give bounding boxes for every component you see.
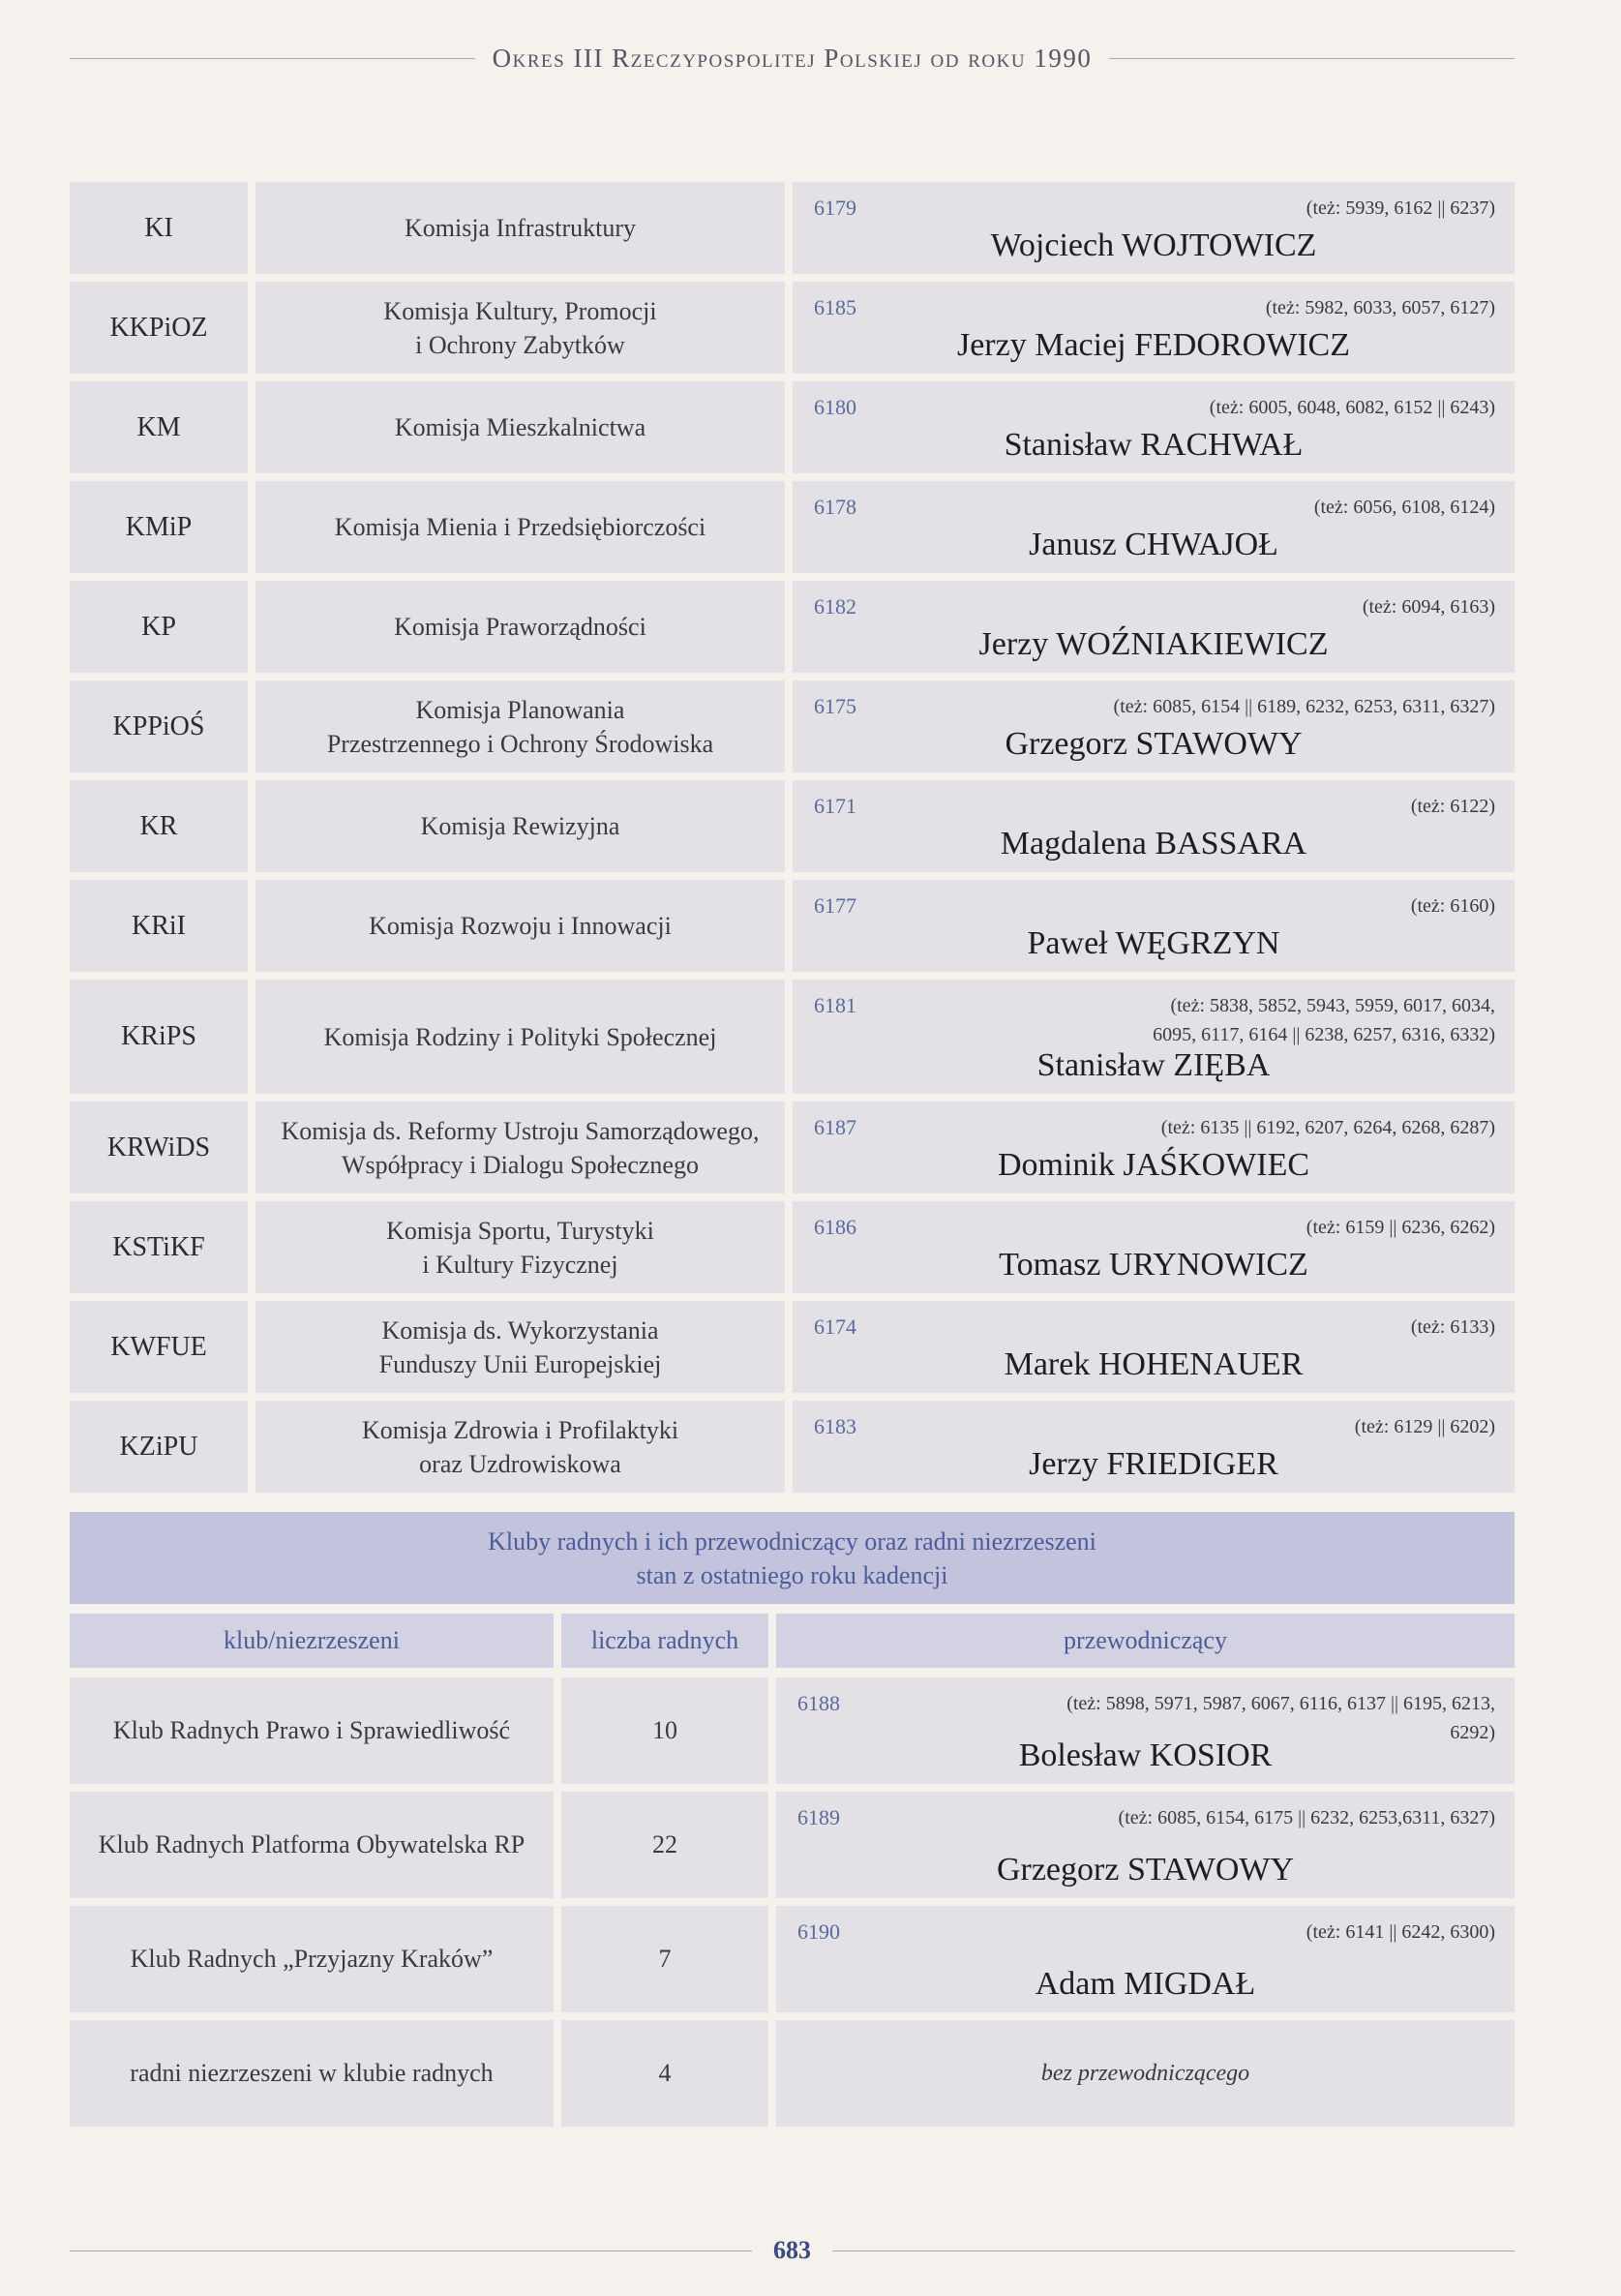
clubs-section-title xyxy=(70,1512,1515,1604)
also-numbers xyxy=(1306,1213,1495,1242)
also-numbers: (też: 6085, 6154, 6175 || 6232, 6253,6311, 6327) xyxy=(1118,1807,1495,1828)
committee-name-line: Komisja Mienia i Przedsiębiorczości xyxy=(334,513,706,541)
also-numbers xyxy=(1411,792,1495,821)
person-number: 6183 xyxy=(814,1414,856,1438)
committee-name-text xyxy=(282,1114,760,1182)
committee-name xyxy=(255,1102,785,1193)
committee-abbr: KWFUE xyxy=(70,1301,248,1393)
person-number: 6187 xyxy=(814,1115,856,1139)
also-numbers-line: (też: 6129 || 6202) xyxy=(1354,1416,1495,1437)
also-numbers-line: 6095, 6117, 6164 || 6238, 6257, 6316, 6332) xyxy=(1153,1024,1495,1045)
also-numbers-line: (też: 5982, 6033, 6057, 6127) xyxy=(1265,297,1495,318)
committee-row xyxy=(70,880,1515,972)
committee-name-text xyxy=(335,510,705,544)
committee-abbr: KMiP xyxy=(70,481,248,573)
committee-row xyxy=(70,980,1515,1094)
also-numbers xyxy=(1161,1113,1495,1142)
committee-row xyxy=(70,1301,1515,1393)
also-numbers xyxy=(1355,1412,1495,1441)
chair-name: Jerzy FRIEDIGER xyxy=(1029,1446,1278,1482)
club-no-chair: bez przewodniczącego xyxy=(776,2020,1515,2127)
committee-row xyxy=(70,1401,1515,1493)
clubs-title-line2: stan z ostatniego roku kadencji xyxy=(636,1560,948,1589)
club-row xyxy=(70,1906,1515,2012)
committee-chair xyxy=(793,880,1515,972)
person-number: 6188 xyxy=(797,1691,840,1715)
committee-name xyxy=(255,381,785,473)
committee-row xyxy=(70,581,1515,673)
also-numbers xyxy=(1153,991,1495,1049)
committee-chair xyxy=(793,282,1515,374)
chair-name: Grzegorz STAWOWY xyxy=(1005,726,1303,762)
club-count: 10 xyxy=(561,1677,768,1784)
also-numbers-line: (też: 5939, 6162 || 6237) xyxy=(1306,197,1495,219)
committee-name-line: Funduszy Unii Europejskiej xyxy=(378,1349,662,1378)
committee-name-line: Komisja Planowania xyxy=(415,695,625,724)
club-row xyxy=(70,2020,1515,2127)
club-chair xyxy=(776,1792,1515,1898)
person-number: 6185 xyxy=(814,295,856,319)
club-chair xyxy=(776,1677,1515,1784)
committee-name xyxy=(255,581,785,673)
page-footer xyxy=(70,2231,1515,2270)
also-numbers xyxy=(1114,692,1495,721)
committee-name-line: Komisja Zdrowia i Profilaktyki xyxy=(361,1415,679,1444)
club-name: Klub Radnych Platforma Obywatelska RP xyxy=(70,1792,554,1898)
committee-name xyxy=(255,680,785,772)
chair-name: Grzegorz STAWOWY xyxy=(996,1852,1295,1888)
also-numbers-line: (też: 6056, 6108, 6124) xyxy=(1313,497,1495,518)
clubs-title-line1: Kluby radnych i ich przewodniczący oraz radni niezrzeszeni xyxy=(488,1526,1096,1556)
committee-name xyxy=(255,1301,785,1393)
committee-name xyxy=(255,182,785,274)
person-number: 6177 xyxy=(814,893,856,918)
committee-abbr: KM xyxy=(70,381,248,473)
club-row xyxy=(70,1792,1515,1898)
person-number: 6186 xyxy=(814,1215,856,1239)
committee-row xyxy=(70,481,1515,573)
person-number: 6179 xyxy=(814,196,856,220)
club-name: Klub Radnych Prawo i Sprawiedliwość xyxy=(70,1677,554,1784)
col-count-header: liczba radnych xyxy=(561,1614,768,1668)
committee-name-text xyxy=(395,410,645,444)
committee-chair xyxy=(793,780,1515,872)
header-rule-left xyxy=(70,58,475,59)
also-numbers xyxy=(1210,393,1495,422)
committee-name-line: Komisja ds. Wykorzystania xyxy=(381,1315,659,1344)
committee-name-text xyxy=(324,1020,717,1054)
also-numbers xyxy=(1411,1313,1495,1342)
committee-chair xyxy=(793,1301,1515,1393)
committee-abbr: KR xyxy=(70,780,248,872)
committee-name-line: Komisja Rewizyjna xyxy=(420,812,620,840)
chair-name: Wojciech WOJTOWICZ xyxy=(990,227,1317,263)
committee-name-text xyxy=(394,610,646,644)
committee-chair xyxy=(793,980,1515,1094)
committee-chair xyxy=(793,581,1515,673)
committee-abbr: KZiPU xyxy=(70,1401,248,1493)
also-numbers: (też: 5898, 5971, 5987, 6067, 6116, 6137 || 6195, 6213, 6292) xyxy=(1066,1693,1495,1743)
also-numbers xyxy=(1411,891,1495,921)
header-rule-right xyxy=(1109,58,1515,59)
committee-abbr: KKPiOZ xyxy=(70,282,248,374)
committee-row xyxy=(70,1201,1515,1293)
club-count: 7 xyxy=(561,1906,768,2012)
committee-name-line: i Kultury Fizycznej xyxy=(422,1250,618,1279)
committee-abbr: KSTiKF xyxy=(70,1201,248,1293)
person-number: 6189 xyxy=(797,1805,840,1829)
committee-name-text xyxy=(379,1314,662,1381)
also-numbers-line: (też: 6005, 6048, 6082, 6152 || 6243) xyxy=(1209,397,1495,418)
committee-row xyxy=(70,680,1515,772)
committee-chair xyxy=(793,1201,1515,1293)
person-number: 6171 xyxy=(814,794,856,818)
person-number: 6182 xyxy=(814,594,856,619)
club-name: Klub Radnych „Przyjazny Kraków” xyxy=(70,1906,554,2012)
committee-name-text xyxy=(405,211,636,245)
committee-row xyxy=(70,780,1515,872)
chair-name: Marek HOHENAUER xyxy=(1004,1346,1304,1382)
also-numbers xyxy=(1266,293,1495,322)
person-number: 6175 xyxy=(814,694,856,718)
committee-name xyxy=(255,880,785,972)
committee-name-line: oraz Uzdrowiskowa xyxy=(419,1449,621,1478)
also-numbers-line: (też: 6133) xyxy=(1410,1316,1495,1338)
club-count: 4 xyxy=(561,2020,768,2127)
committee-row xyxy=(70,282,1515,374)
committee-abbr: KP xyxy=(70,581,248,673)
committee-name-line: Komisja Rodziny i Polityki Społecznej xyxy=(323,1022,717,1051)
committee-row xyxy=(70,381,1515,473)
person-number: 6174 xyxy=(814,1314,856,1339)
person-number: 6180 xyxy=(814,395,856,419)
chair-name: Jerzy WOŹNIAKIEWICZ xyxy=(978,626,1329,662)
committee-name-line: i Ochrony Zabytków xyxy=(415,330,625,359)
committee-name-line: Komisja Mieszkalnictwa xyxy=(394,413,646,441)
committee-name-line: Komisja Kultury, Promocji xyxy=(383,296,657,325)
committee-name xyxy=(255,780,785,872)
committee-chair xyxy=(793,481,1515,573)
committee-name-text xyxy=(386,1214,654,1282)
committee-name-line: Komisja Rozwoju i Innowacji xyxy=(369,912,672,940)
committee-name-text xyxy=(362,1413,678,1481)
committee-name-line: Komisja ds. Reformy Ustroju Samorządowego, xyxy=(281,1116,760,1145)
committee-abbr: KI xyxy=(70,182,248,274)
col-chair-header: przewodniczący xyxy=(776,1614,1515,1668)
club-name: radni niezrzeszeni w klubie radnych xyxy=(70,2020,554,2127)
person-number: 6190 xyxy=(797,1919,840,1944)
person-number: 6178 xyxy=(814,495,856,519)
committee-name-line: Komisja Sportu, Turystyki xyxy=(386,1216,654,1245)
also-numbers-line: (też: 6160) xyxy=(1410,895,1495,917)
committee-name-line: Przestrzennego i Ochrony Środowiska xyxy=(326,729,714,758)
committee-name-text xyxy=(369,909,672,943)
committee-name xyxy=(255,980,785,1094)
committee-row xyxy=(70,1102,1515,1193)
chair-name: Tomasz URYNOWICZ xyxy=(999,1247,1308,1283)
chair-name: Stanisław RACHWAŁ xyxy=(1004,427,1304,463)
chair-name: Bolesław KOSIOR xyxy=(1018,1737,1273,1773)
chair-name: Stanisław ZIĘBA xyxy=(1036,1047,1271,1083)
also-numbers-line: (też: 6159 || 6236, 6262) xyxy=(1306,1217,1495,1238)
club-count: 22 xyxy=(561,1792,768,1898)
committee-name xyxy=(255,1401,785,1493)
clubs-column-headers xyxy=(70,1614,1515,1668)
chair-name: Jerzy Maciej FEDOROWICZ xyxy=(956,327,1350,363)
committee-name xyxy=(255,282,785,374)
committee-abbr: KRiI xyxy=(70,880,248,972)
committee-abbr: KRWiDS xyxy=(70,1102,248,1193)
also-numbers xyxy=(1363,592,1495,621)
also-numbers-line: (też: 6122) xyxy=(1410,796,1495,817)
committee-name-line: Komisja Praworządności xyxy=(394,613,646,641)
committee-abbr: KRiPS xyxy=(70,980,248,1094)
committee-name-text xyxy=(327,693,713,761)
clubs-table xyxy=(70,1512,1515,2134)
committee-abbr: KPPiOŚ xyxy=(70,680,248,772)
committee-chair xyxy=(793,680,1515,772)
also-numbers: (też: 6141 || 6242, 6300) xyxy=(1306,1921,1495,1943)
also-numbers-line: (też: 6094, 6163) xyxy=(1362,596,1495,618)
chair-name: Magdalena BASSARA xyxy=(1000,826,1307,861)
chair-name: Janusz CHWAJOŁ xyxy=(1029,527,1278,562)
committee-name-text xyxy=(421,809,620,843)
also-numbers-line: (też: 6085, 6154 || 6189, 6232, 6253, 6311, 6327) xyxy=(1113,696,1495,717)
also-numbers xyxy=(1314,493,1495,522)
committee-name xyxy=(255,481,785,573)
club-rows xyxy=(70,1677,1515,2127)
chair-name: Adam MIGDAŁ xyxy=(1035,1966,1256,2002)
committee-chair xyxy=(793,381,1515,473)
committee-chair xyxy=(793,182,1515,274)
committee-chair xyxy=(793,1102,1515,1193)
committee-name-text xyxy=(383,294,656,362)
chair-name: Paweł WĘGRZYN xyxy=(1027,925,1280,961)
club-row xyxy=(70,1677,1515,1784)
committee-name-line: Komisja Infrastruktury xyxy=(404,214,636,242)
committee-row xyxy=(70,182,1515,274)
committees-table xyxy=(70,182,1515,1500)
also-numbers-line: (też: 6135 || 6192, 6207, 6264, 6268, 6287) xyxy=(1160,1117,1495,1138)
committee-name-line: Współpracy i Dialogu Społecznego xyxy=(342,1150,699,1179)
committee-name xyxy=(255,1201,785,1293)
col-club-header: klub/niezrzeszeni xyxy=(70,1614,554,1668)
header-title: Okres III Rzeczypospolitej Polskiej od roku 1990 xyxy=(492,43,1093,73)
chair-name: Dominik JAŚKOWIEC xyxy=(997,1147,1310,1183)
page-header xyxy=(70,39,1515,77)
page-number: 683 xyxy=(773,2236,811,2264)
committee-chair xyxy=(793,1401,1515,1493)
person-number: 6181 xyxy=(814,993,856,1017)
also-numbers-line: (też: 5838, 5852, 5943, 5959, 6017, 6034, xyxy=(1170,995,1495,1016)
club-chair xyxy=(776,1906,1515,2012)
also-numbers xyxy=(1306,194,1495,223)
